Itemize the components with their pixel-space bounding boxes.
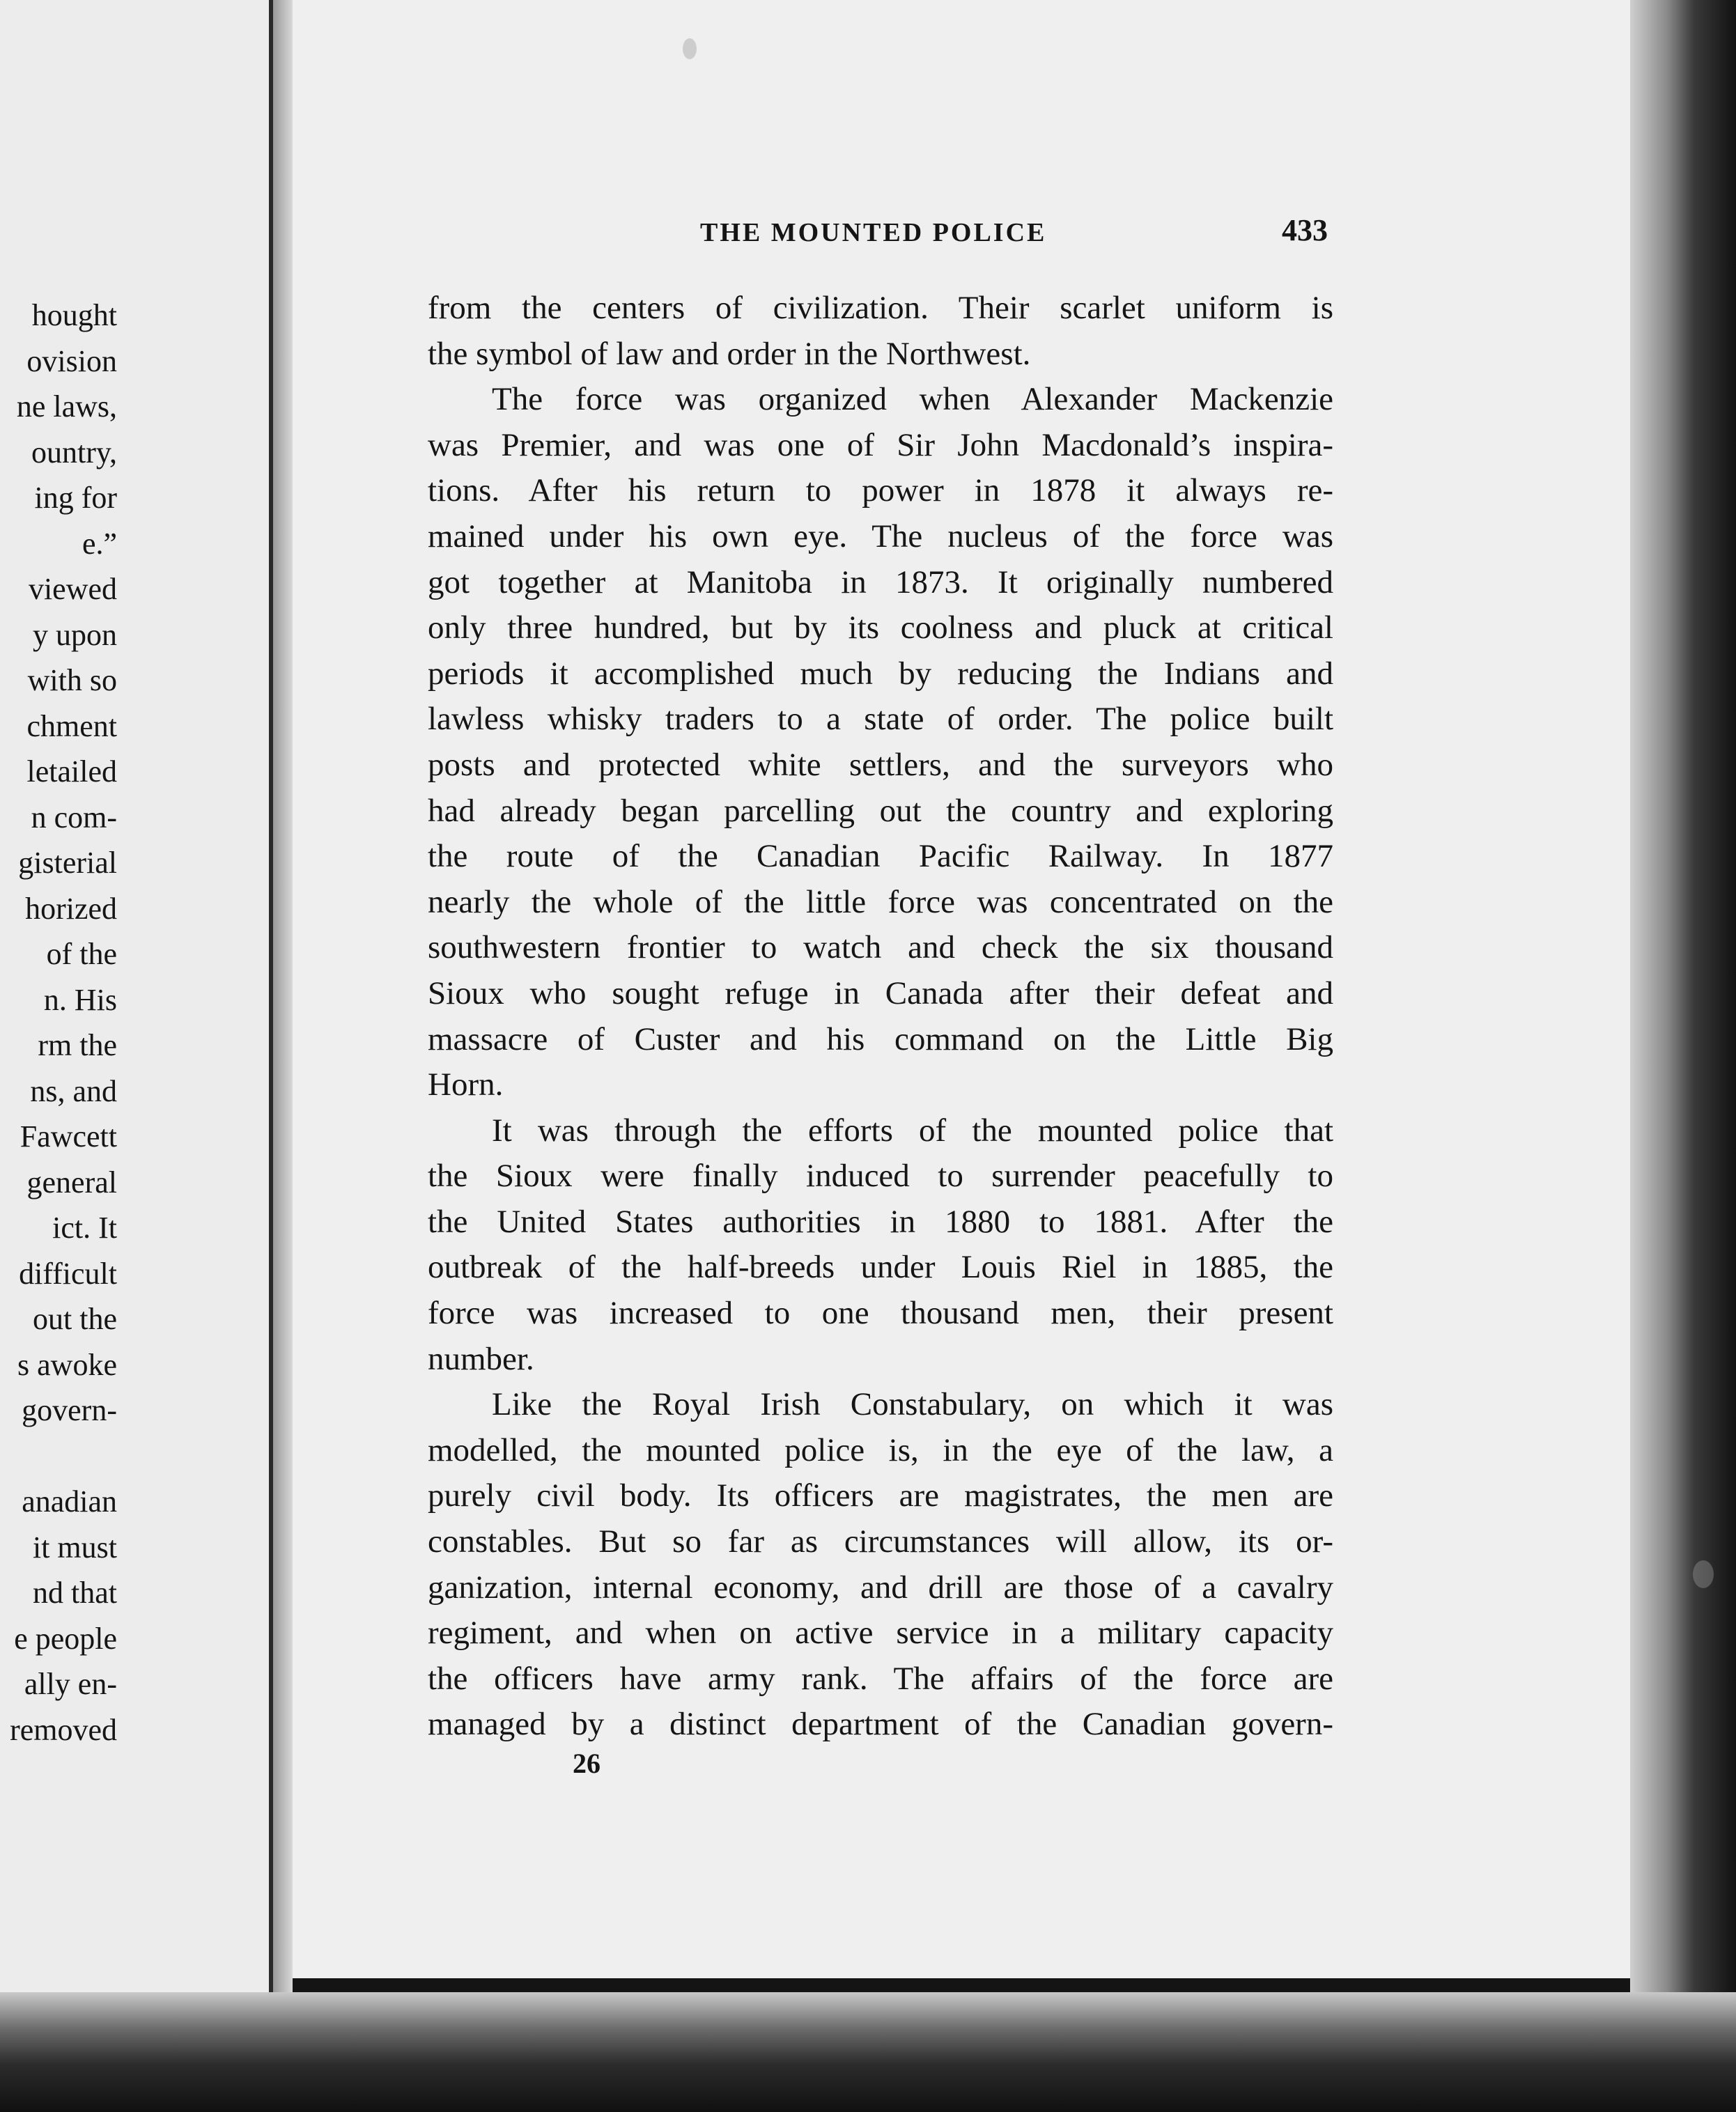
text-line: ganization, internal economy, and drill are those of a cavalry (428, 1569, 1333, 1606)
facing-page-line: of the (46, 937, 117, 971)
facing-page-line: ountry, (31, 435, 117, 469)
facing-page-line: general (26, 1165, 117, 1199)
text-line: force was increased to one thousand men, their present (428, 1295, 1333, 1332)
page-smudge (1693, 1560, 1714, 1588)
signature-mark: 26 (573, 1748, 600, 1779)
facing-page-line: letailed (26, 754, 117, 789)
book-gutter (273, 0, 293, 1992)
text-line: got together at Manitoba in 1873. It originally numbered (428, 564, 1333, 600)
facing-page-line: out the (33, 1302, 117, 1336)
facing-page-left (0, 0, 273, 1992)
facing-page-line: ally en- (24, 1667, 117, 1701)
page-smudge (683, 38, 697, 59)
facing-page-line: govern- (22, 1393, 117, 1427)
text-line: The force was organized when Alexander Mackenzie (492, 381, 1333, 418)
facing-page-line: viewed (28, 572, 117, 606)
facing-page-line: difficult (19, 1256, 117, 1291)
text-line: number. (428, 1340, 534, 1377)
facing-page-line: y upon (33, 617, 117, 652)
text-line: periods it accomplished much by reducing the Indians and (428, 655, 1333, 692)
text-line: Horn. (428, 1066, 504, 1103)
text-line: It was through the efforts of the mounted police that (492, 1112, 1333, 1149)
text-line: the United States authorities in 1880 to 1881. After the (428, 1203, 1333, 1240)
text-line: the route of the Canadian Pacific Railway. In 1877 (428, 838, 1333, 875)
page-fore-edge (1630, 0, 1736, 2020)
text-line: the officers have army rank. The affairs of the force are (428, 1660, 1333, 1697)
facing-page-line: chment (26, 708, 117, 743)
text-line: Sioux who sought refuge in Canada after their defeat and (428, 975, 1333, 1011)
facing-page-line: gisterial (18, 846, 117, 880)
facing-page-line: anadian (22, 1484, 117, 1519)
text-line: posts and protected white settlers, and the surveyors who (428, 746, 1333, 783)
text-line: only three hundred, but by its coolness and pluck at critical (428, 609, 1333, 646)
facing-page-line: hought (31, 298, 117, 332)
facing-page-line: nd that (33, 1576, 117, 1610)
page-number: 433 (1282, 213, 1328, 247)
facing-page-line: ict. It (52, 1211, 117, 1245)
text-line: outbreak of the half-breeds under Louis Riel in 1885, the (428, 1249, 1333, 1286)
page-bottom-edge (0, 1992, 1736, 2112)
text-line: the symbol of law and order in the Northwest. (428, 335, 1031, 372)
facing-page-line: removed (10, 1712, 117, 1747)
facing-page-line: e.” (82, 526, 117, 561)
facing-page-line: e people (14, 1621, 117, 1656)
text-line: mained under his own eye. The nucleus of the force was (428, 518, 1333, 554)
text-line: lawless whisky traders to a state of order. The police built (428, 701, 1333, 738)
facing-page-line: horized (25, 891, 117, 926)
text-line: the Sioux were finally induced to surrender peacefully to (428, 1158, 1333, 1195)
text-line: Like the Royal Irish Constabulary, on which it was (492, 1386, 1333, 1423)
text-line: massacre of Custer and his command on the Little Big (428, 1020, 1333, 1057)
facing-page-line: n. His (43, 982, 117, 1017)
text-line: had already began parcelling out the country and exploring (428, 792, 1333, 829)
text-line: nearly the whole of the little force was concentrated on the (428, 883, 1333, 920)
facing-page-line: ne laws, (16, 389, 117, 424)
facing-page-line: s awoke (17, 1347, 117, 1382)
text-line: managed by a distinct department of the Canadian govern- (428, 1706, 1333, 1743)
facing-page-line: it must (32, 1530, 117, 1564)
facing-page-line: with so (27, 663, 117, 697)
facing-page-line: rm the (38, 1028, 117, 1062)
facing-page-line: ing for (34, 481, 117, 515)
text-line: from the centers of civilization. Their scarlet uniform is (428, 290, 1333, 326)
text-line: regiment, and when on active service in a military capacity (428, 1615, 1333, 1652)
facing-page-text (10, 293, 117, 1753)
body-text (428, 286, 1333, 1748)
text-line: purely civil body. Its officers are magistrates, the men are (428, 1477, 1333, 1514)
text-line: modelled, the mounted police is, in the eye of the law, a (428, 1431, 1333, 1468)
facing-page-line: n com- (31, 800, 117, 834)
text-line: constables. But so far as circumstances will allow, its or- (428, 1523, 1333, 1560)
text-line: was Premier, and was one of Sir John Macdonald’s inspira- (428, 426, 1333, 463)
facing-page-line: ns, and (30, 1073, 117, 1108)
text-line: southwestern frontier to watch and check the six thousand (428, 929, 1333, 966)
facing-page-line: Fawcett (20, 1119, 117, 1154)
text-line: tions. After his return to power in 1878 it always re- (428, 472, 1333, 509)
facing-page-line: ovision (26, 343, 117, 378)
running-head: THE MOUNTED POLICE (700, 218, 1047, 247)
facing-page-line (10, 1434, 117, 1480)
